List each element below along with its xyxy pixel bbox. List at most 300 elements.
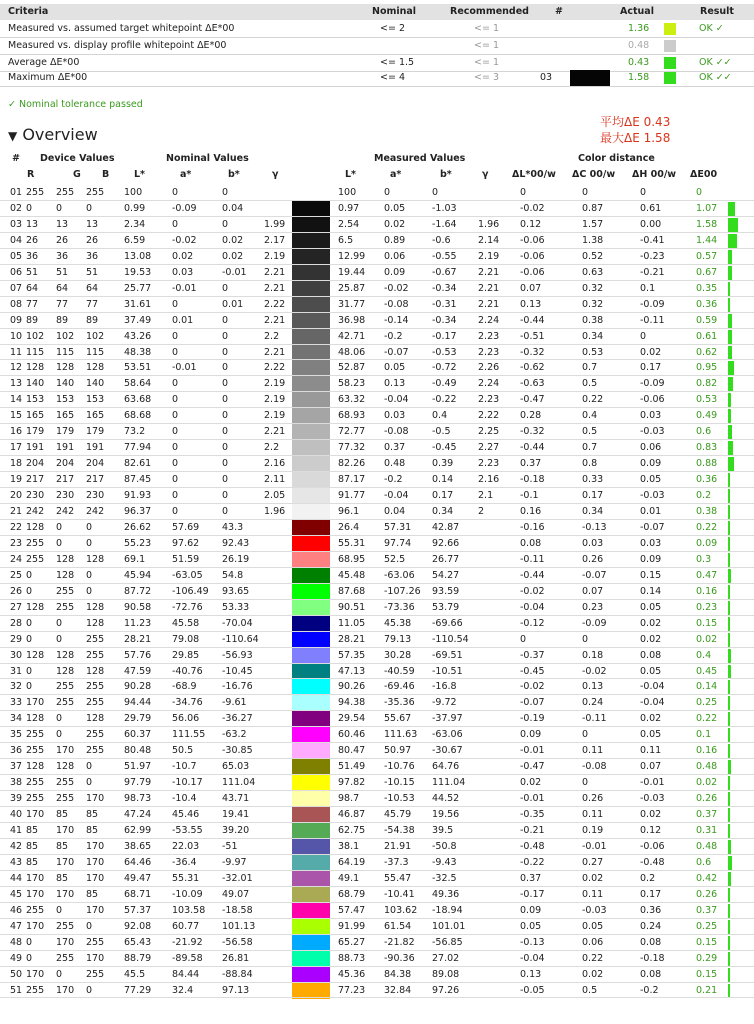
row-divider bbox=[0, 997, 754, 998]
measured-b: 101.01 bbox=[432, 920, 466, 932]
delta-h: -0.09 bbox=[640, 298, 665, 310]
device-b: 255 bbox=[86, 649, 105, 661]
r-header: R bbox=[27, 169, 35, 180]
device-r: 85 bbox=[26, 840, 39, 852]
nominal-l: 2.34 bbox=[124, 218, 146, 230]
row-number: 14 bbox=[10, 394, 23, 406]
measured-b: -9.72 bbox=[432, 697, 457, 709]
device-g: 140 bbox=[56, 378, 75, 390]
criteria-name: Average ΔE*00 bbox=[8, 57, 80, 68]
nominal-b: 0.02 bbox=[222, 234, 244, 246]
delta-h: 0.12 bbox=[640, 825, 662, 836]
delta-h: -0.48 bbox=[640, 856, 665, 868]
device-b: 255 bbox=[86, 187, 105, 198]
device-b: 0 bbox=[86, 585, 93, 597]
delta-c: -0.13 bbox=[582, 521, 607, 533]
row-number: 38 bbox=[10, 777, 23, 789]
device-g: 85 bbox=[56, 809, 69, 821]
device-b: 170 bbox=[86, 872, 105, 884]
device-g: 77 bbox=[56, 298, 69, 310]
delta-h: 0.05 bbox=[640, 665, 662, 677]
device-r: 191 bbox=[26, 442, 45, 454]
nominal-a: 0 bbox=[172, 346, 179, 358]
measured-gamma: 2.21 bbox=[478, 298, 500, 310]
delta-c: -0.11 bbox=[582, 713, 607, 725]
nominal-b: 43.71 bbox=[222, 793, 250, 805]
color-patch bbox=[292, 329, 330, 345]
nominal-l: 87.45 bbox=[124, 474, 152, 486]
delta-e: 0.25 bbox=[696, 920, 718, 932]
device-r: 204 bbox=[26, 458, 45, 470]
table-row bbox=[0, 600, 754, 616]
table-row bbox=[0, 313, 754, 329]
nominal-l: 43.26 bbox=[124, 330, 152, 342]
nominal-l: 68.68 bbox=[124, 410, 152, 422]
measured-gamma: 2.24 bbox=[478, 378, 500, 390]
measured-b: 42.87 bbox=[432, 521, 460, 533]
nominal-l: 96.37 bbox=[124, 506, 152, 517]
device-g: 255 bbox=[56, 681, 75, 693]
nominal-a: -68.9 bbox=[172, 681, 197, 693]
nominal-a: 0 bbox=[172, 506, 179, 517]
delta-e: 0.26 bbox=[696, 793, 718, 805]
color-patch bbox=[292, 440, 330, 456]
measured-a: -54.38 bbox=[384, 825, 415, 836]
color-patch bbox=[292, 233, 330, 249]
delta-l: 0.09 bbox=[520, 729, 542, 741]
delta-c: 0.18 bbox=[582, 649, 604, 661]
row-number: 19 bbox=[10, 474, 23, 486]
measured-b: -0.72 bbox=[432, 362, 457, 374]
table-row bbox=[0, 823, 754, 839]
nominal-b: 0 bbox=[222, 506, 229, 517]
measured-l: 2.54 bbox=[338, 218, 360, 230]
delta-e: 0.36 bbox=[696, 474, 718, 486]
device-b: 179 bbox=[86, 426, 105, 438]
measured-a: -21.82 bbox=[384, 936, 415, 948]
measured-l: 60.46 bbox=[338, 729, 366, 741]
measured-l: 72.77 bbox=[338, 426, 366, 438]
table-row bbox=[0, 743, 754, 759]
measured-b: 89.08 bbox=[432, 968, 460, 980]
nominal-b: 0 bbox=[222, 410, 229, 422]
table-row bbox=[0, 887, 754, 903]
measured-l: 12.99 bbox=[338, 250, 366, 262]
delta-h: 0.14 bbox=[640, 585, 662, 597]
nominal-l: 92.08 bbox=[124, 920, 152, 932]
nominal-b: 0 bbox=[222, 442, 229, 454]
delta-c: 0.26 bbox=[582, 793, 604, 805]
measured-a: -107.26 bbox=[384, 585, 421, 597]
delta-e: 0.37 bbox=[696, 904, 718, 916]
nominal-b: -18.58 bbox=[222, 904, 253, 916]
nominal-l: 63.68 bbox=[124, 394, 152, 406]
measured-a: 45.38 bbox=[384, 617, 412, 629]
delta-l: -0.22 bbox=[520, 856, 545, 868]
nominal-b: -10.45 bbox=[222, 665, 253, 677]
delta-e-bar bbox=[728, 920, 730, 934]
nominal-b: 0.02 bbox=[222, 250, 244, 262]
measured-b: 64.76 bbox=[432, 761, 460, 773]
row-number: 17 bbox=[10, 442, 23, 454]
measured-l: 29.54 bbox=[338, 713, 366, 725]
delta-h: -0.18 bbox=[640, 952, 665, 964]
delta-e: 0.22 bbox=[696, 521, 718, 533]
measured-l: 48.06 bbox=[338, 346, 366, 358]
device-g: 36 bbox=[56, 250, 69, 262]
delta-e-bar bbox=[728, 649, 731, 663]
measured-b: -50.8 bbox=[432, 840, 457, 852]
device-r: 0 bbox=[26, 665, 33, 677]
delta-c: -0.09 bbox=[582, 617, 607, 629]
measured-b: -110.54 bbox=[432, 633, 469, 645]
delta-h: 0 bbox=[640, 330, 647, 342]
nominal-a: 60.77 bbox=[172, 920, 200, 932]
delta-l: -0.35 bbox=[520, 809, 545, 821]
delta-h: 0.02 bbox=[640, 346, 662, 358]
delta-c: 0.02 bbox=[582, 872, 604, 884]
delta-l: 0.08 bbox=[520, 537, 542, 549]
delta-e-bar bbox=[728, 234, 737, 248]
table-row bbox=[0, 424, 754, 440]
device-b: 51 bbox=[86, 266, 99, 278]
delta-l: -0.44 bbox=[520, 569, 545, 581]
measured-a: 45.79 bbox=[384, 809, 412, 821]
color-patch bbox=[292, 887, 330, 903]
delta-e-bar bbox=[728, 282, 730, 296]
nominal-l: 90.58 bbox=[124, 601, 152, 613]
delta-h: 0.03 bbox=[640, 410, 662, 422]
delta-c: 0 bbox=[582, 187, 589, 198]
device-b: 0 bbox=[86, 984, 93, 996]
measured-b: -69.51 bbox=[432, 649, 463, 661]
device-b: 170 bbox=[86, 840, 105, 852]
nominal-l: 45.5 bbox=[124, 968, 146, 980]
nominal-gamma: 1.99 bbox=[264, 218, 286, 230]
table-row bbox=[0, 775, 754, 791]
criteria-row bbox=[0, 70, 754, 86]
delta-l: 0.37 bbox=[520, 872, 542, 884]
delta-e: 0.83 bbox=[696, 442, 718, 454]
delta-e: 1.07 bbox=[696, 202, 718, 214]
row-number: 51 bbox=[10, 984, 23, 996]
row-number: 09 bbox=[10, 314, 23, 326]
actual-indicator-swatch bbox=[664, 40, 676, 52]
nominal-b: -0.01 bbox=[222, 266, 247, 278]
delta-e: 1.58 bbox=[696, 218, 718, 230]
color-patch bbox=[292, 695, 330, 711]
measured-b: -9.43 bbox=[432, 856, 457, 868]
color-patch bbox=[292, 424, 330, 440]
measured-a: 21.91 bbox=[384, 840, 412, 852]
device-g: 0 bbox=[56, 729, 63, 741]
delta-l: 0.02 bbox=[520, 777, 542, 789]
measured-values-header: Measured Values bbox=[374, 153, 466, 164]
delta-l: -0.1 bbox=[520, 490, 539, 502]
measured-b: 54.27 bbox=[432, 569, 460, 581]
table-row bbox=[0, 329, 754, 345]
row-number: 48 bbox=[10, 936, 23, 948]
delta-e-bar bbox=[728, 489, 730, 503]
delta-e: 0.67 bbox=[696, 266, 718, 278]
delta-e-bar bbox=[728, 377, 733, 391]
measured-l: 82.26 bbox=[338, 458, 366, 470]
b-header: B bbox=[102, 169, 110, 180]
delta-l: -0.12 bbox=[520, 617, 545, 629]
nominal-a: 0.01 bbox=[172, 314, 194, 326]
measured-a: 97.74 bbox=[384, 537, 412, 549]
measured-a: -90.36 bbox=[384, 952, 415, 964]
dc-header: ΔC 00/w bbox=[572, 169, 616, 180]
delta-e: 0.21 bbox=[696, 984, 718, 996]
nominal-gamma: 2.21 bbox=[264, 282, 286, 294]
nominal-a: 45.58 bbox=[172, 617, 200, 629]
delta-l: 0 bbox=[520, 633, 527, 645]
nominal-l: 55.23 bbox=[124, 537, 152, 549]
delta-c: 0.5 bbox=[582, 984, 598, 996]
collapse-triangle-icon[interactable]: ▼ bbox=[8, 129, 18, 143]
device-r: 0 bbox=[26, 585, 33, 597]
device-r: 128 bbox=[26, 601, 45, 613]
delta-l: -0.32 bbox=[520, 426, 545, 438]
delta-c: 0.22 bbox=[582, 952, 604, 964]
delta-e: 1.44 bbox=[696, 234, 718, 246]
nominal-b: 53.33 bbox=[222, 601, 250, 613]
row-number: 44 bbox=[10, 872, 23, 884]
device-r: 170 bbox=[26, 920, 45, 932]
table-row bbox=[0, 249, 754, 265]
criteria-result: OK ✓ bbox=[699, 23, 724, 34]
nominal-b: 97.13 bbox=[222, 984, 250, 996]
color-patch bbox=[292, 313, 330, 329]
delta-l: -0.04 bbox=[520, 952, 545, 964]
nominal-a: -21.92 bbox=[172, 936, 203, 948]
delta-c: -0.07 bbox=[582, 569, 607, 581]
delta-c: 0.4 bbox=[582, 410, 598, 422]
device-b: 255 bbox=[86, 745, 105, 757]
row-number: 10 bbox=[10, 330, 23, 342]
nominal-gamma: 2.19 bbox=[264, 378, 286, 390]
measured-l: 90.51 bbox=[338, 601, 366, 613]
device-r: 242 bbox=[26, 506, 45, 517]
device-g: 128 bbox=[56, 362, 75, 374]
delta-c: 0.53 bbox=[582, 346, 604, 358]
device-b: 0 bbox=[86, 777, 93, 789]
measured-gamma: 2.23 bbox=[478, 346, 500, 358]
measured-b: -0.34 bbox=[432, 314, 457, 326]
device-g: 255 bbox=[56, 777, 75, 789]
table-row bbox=[0, 217, 754, 233]
device-r: 255 bbox=[26, 537, 45, 549]
device-b: 255 bbox=[86, 968, 105, 980]
ma-header: a* bbox=[390, 169, 402, 180]
measured-l: 46.87 bbox=[338, 809, 366, 821]
device-g: 255 bbox=[56, 920, 75, 932]
delta-l: 0 bbox=[520, 187, 527, 198]
device-b: 89 bbox=[86, 314, 99, 326]
measured-b: -56.85 bbox=[432, 936, 463, 948]
device-g: 0 bbox=[56, 713, 63, 725]
delta-h: 0.08 bbox=[640, 936, 662, 948]
delta-c: -0.01 bbox=[582, 840, 607, 852]
measured-a: -73.36 bbox=[384, 601, 415, 613]
delta-c: 0.07 bbox=[582, 585, 604, 597]
device-b: 128 bbox=[86, 713, 105, 725]
device-r: 36 bbox=[26, 250, 39, 262]
color-patch bbox=[292, 855, 330, 871]
device-g: 179 bbox=[56, 426, 75, 438]
device-r: 115 bbox=[26, 346, 45, 358]
delta-h: 0.05 bbox=[640, 729, 662, 741]
measured-b: -0.31 bbox=[432, 298, 457, 310]
measured-b: -0.22 bbox=[432, 394, 457, 406]
device-r: 77 bbox=[26, 298, 39, 310]
criteria-nominal: <= 1.5 bbox=[380, 57, 415, 68]
device-b: 128 bbox=[86, 362, 105, 374]
device-b: 85 bbox=[86, 888, 99, 900]
nominal-l: 28.21 bbox=[124, 633, 152, 645]
overview-heading[interactable] bbox=[8, 125, 98, 144]
delta-l: -0.51 bbox=[520, 330, 545, 342]
measured-b: -0.55 bbox=[432, 250, 457, 262]
row-number: 40 bbox=[10, 809, 23, 821]
delta-h: 0.1 bbox=[640, 282, 656, 294]
nominal-l: 62.99 bbox=[124, 825, 152, 836]
device-g: 13 bbox=[56, 218, 69, 230]
delta-h: 0.02 bbox=[640, 713, 662, 725]
delta-e-bar bbox=[728, 712, 730, 726]
delta-l: -0.06 bbox=[520, 266, 545, 278]
measured-b: 93.59 bbox=[432, 585, 460, 597]
nominal-b: 92.43 bbox=[222, 537, 250, 549]
delta-e-bar bbox=[728, 457, 734, 471]
color-patch bbox=[292, 376, 330, 392]
nominal-b: 0 bbox=[222, 474, 229, 486]
device-b: 170 bbox=[86, 793, 105, 805]
device-g: 153 bbox=[56, 394, 75, 406]
delta-h: 0.11 bbox=[640, 745, 662, 757]
delta-l: 0.37 bbox=[520, 458, 542, 470]
nominal-a: -10.7 bbox=[172, 761, 197, 773]
nominal-l: 73.2 bbox=[124, 426, 146, 438]
nominal-b: 0.01 bbox=[222, 298, 244, 310]
measured-l: 51.49 bbox=[338, 761, 366, 773]
color-patch bbox=[292, 839, 330, 855]
measured-l: 68.95 bbox=[338, 553, 366, 565]
row-number: 18 bbox=[10, 458, 23, 470]
nominal-a: 56.06 bbox=[172, 713, 200, 725]
device-r: 255 bbox=[26, 553, 45, 565]
device-g: 230 bbox=[56, 490, 75, 502]
measured-gamma: 2.16 bbox=[478, 474, 500, 486]
nominal-a: 50.5 bbox=[172, 745, 194, 757]
device-b: 36 bbox=[86, 250, 99, 262]
delta-l: 0.28 bbox=[520, 410, 542, 422]
delta-c: 0.11 bbox=[582, 809, 604, 821]
measured-l: 28.21 bbox=[338, 633, 366, 645]
delta-h: 0.03 bbox=[640, 537, 662, 549]
measured-l: 25.87 bbox=[338, 282, 366, 294]
measured-b: 27.02 bbox=[432, 952, 460, 964]
delta-e-bar bbox=[728, 585, 730, 599]
nominal-b: -16.76 bbox=[222, 681, 253, 693]
color-patch bbox=[292, 281, 330, 297]
device-b: 242 bbox=[86, 506, 105, 517]
color-patch bbox=[292, 297, 330, 313]
delta-e: 0.45 bbox=[696, 665, 718, 677]
nominal-a: 0 bbox=[172, 218, 179, 230]
delta-c: 0.22 bbox=[582, 394, 604, 406]
table-row bbox=[0, 456, 754, 472]
delta-l: -0.11 bbox=[520, 553, 545, 565]
nominal-a: -10.17 bbox=[172, 777, 203, 789]
delta-l: -0.13 bbox=[520, 936, 545, 948]
delta-c: 0.8 bbox=[582, 458, 598, 470]
nominal-b: 0.04 bbox=[222, 202, 244, 214]
table-row bbox=[0, 345, 754, 361]
nominal-l: 49.47 bbox=[124, 872, 152, 884]
nominal-b: 0 bbox=[222, 187, 229, 198]
row-number: 24 bbox=[10, 553, 23, 565]
criteria-row bbox=[0, 38, 754, 54]
delta-e-bar bbox=[728, 633, 730, 647]
row-number: 22 bbox=[10, 521, 23, 533]
nominal-a: -53.55 bbox=[172, 825, 203, 836]
measured-l: 91.99 bbox=[338, 920, 366, 932]
device-g: 128 bbox=[56, 649, 75, 661]
overview-title: Overview bbox=[22, 125, 98, 144]
color-patch bbox=[292, 201, 330, 217]
row-number: 50 bbox=[10, 968, 23, 980]
delta-e: 0.02 bbox=[696, 777, 718, 789]
delta-h: 0.2 bbox=[640, 872, 656, 884]
device-b: 170 bbox=[86, 952, 105, 964]
table-row bbox=[0, 759, 754, 775]
delta-c: 0.13 bbox=[582, 681, 604, 693]
delta-h: 0.15 bbox=[640, 569, 662, 581]
delta-e-bar bbox=[728, 553, 730, 567]
device-r: 255 bbox=[26, 745, 45, 757]
color-patch bbox=[292, 568, 330, 584]
delta-e: 0.29 bbox=[696, 952, 718, 964]
device-values-header: Device Values bbox=[40, 153, 115, 164]
delta-e: 0.15 bbox=[696, 617, 718, 629]
delta-l: -0.01 bbox=[520, 793, 545, 805]
summary-overlay bbox=[600, 114, 670, 146]
delta-h: 0.05 bbox=[640, 601, 662, 613]
color-patch bbox=[292, 472, 330, 488]
g-header: G bbox=[73, 169, 81, 180]
nominal-b: 49.07 bbox=[222, 888, 250, 900]
nominal-b: -56.58 bbox=[222, 936, 253, 948]
device-b: 255 bbox=[86, 681, 105, 693]
device-g: 128 bbox=[56, 553, 75, 565]
device-b: 115 bbox=[86, 346, 105, 358]
delta-l: -0.07 bbox=[520, 697, 545, 709]
nominal-a: 0 bbox=[172, 474, 179, 486]
criteria-name: Measured vs. display profile whitepoint ΔE*00 bbox=[8, 40, 227, 51]
nominal-header: Nominal bbox=[372, 6, 417, 17]
delta-c: 0.7 bbox=[582, 442, 598, 454]
device-r: 64 bbox=[26, 282, 39, 294]
measured-gamma: 2 bbox=[478, 506, 485, 517]
row-number: 02 bbox=[10, 202, 23, 214]
table-row bbox=[0, 360, 754, 376]
nominal-a: 97.62 bbox=[172, 537, 200, 549]
delta-l: -0.06 bbox=[520, 234, 545, 246]
delta-h: 0.61 bbox=[640, 202, 662, 214]
ml-header: L* bbox=[345, 169, 357, 180]
